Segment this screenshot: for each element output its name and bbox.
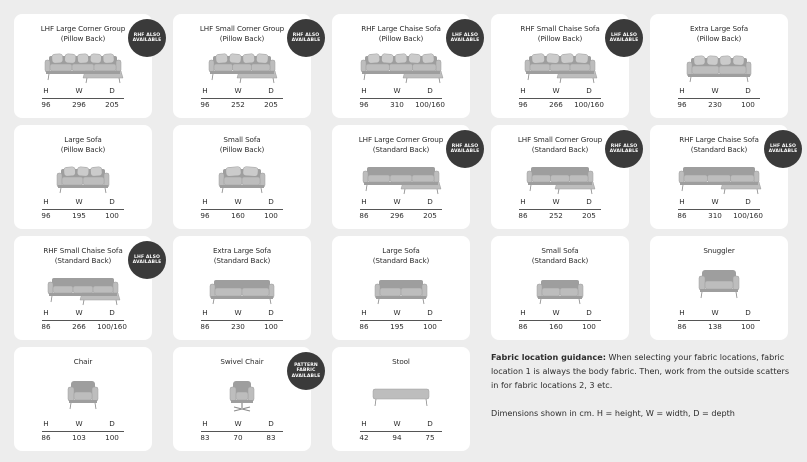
dimension-divider — [201, 98, 283, 99]
dimension-value: 42 — [359, 433, 369, 442]
dimension-divider — [42, 320, 124, 321]
dimension-value: 96 — [677, 100, 687, 109]
dimension-label: D — [745, 86, 751, 95]
dimensions — [173, 308, 311, 334]
furniture-illustration — [650, 268, 788, 300]
dimensions — [491, 86, 629, 112]
dimensions — [650, 86, 788, 112]
product-card-c14 — [491, 236, 629, 340]
product-back-style: (Pillow Back) — [378, 34, 424, 43]
dimension-label: D — [745, 197, 751, 206]
badge-text: RHF ALSO — [610, 143, 638, 149]
badge-text: AVAILABLE — [132, 260, 162, 265]
dimension-value: 83 — [200, 433, 210, 442]
product-name: Small Sofa — [223, 135, 261, 144]
dimension-divider — [519, 98, 601, 99]
product-card-c6 — [14, 125, 152, 229]
product-back-style: (Pillow Back) — [60, 145, 106, 154]
dimension-value: 96 — [200, 100, 210, 109]
dimension-divider — [678, 98, 760, 99]
dimension-value: 230 — [231, 322, 245, 331]
availability-badge — [128, 19, 166, 57]
furniture-illustration — [14, 163, 152, 195]
dimension-value: 138 — [708, 322, 722, 331]
availability-badge — [287, 352, 325, 390]
dimension-label: H — [202, 419, 208, 428]
product-name: LHF Small Corner Group — [199, 24, 285, 33]
dimension-label: W — [552, 197, 560, 206]
dimensions — [332, 197, 470, 223]
product-back-style: (Pillow Back) — [60, 34, 106, 43]
dimension-value: 86 — [359, 322, 369, 331]
dimension-label: H — [43, 308, 49, 317]
badge-text: LHF ALSO — [769, 143, 796, 149]
dimension-value: 100/160 — [415, 100, 445, 109]
product-title — [334, 357, 468, 367]
dimension-divider — [201, 320, 283, 321]
furniture-illustration — [650, 163, 788, 195]
dimension-label: H — [43, 197, 49, 206]
dimension-label: H — [361, 197, 367, 206]
product-back-style: (Standard Back) — [54, 256, 112, 265]
product-back-style: (Standard Back) — [213, 256, 271, 265]
dimension-label: D — [745, 308, 751, 317]
product-back-style: (Pillow Back) — [696, 34, 742, 43]
product-name: Small Sofa — [541, 246, 579, 255]
dimension-label: W — [711, 86, 719, 95]
dimension-label: D — [109, 86, 115, 95]
dimension-value: 86 — [677, 322, 687, 331]
dimension-value: 70 — [233, 433, 243, 442]
dimensions — [173, 197, 311, 223]
dimension-label: D — [586, 86, 592, 95]
dimension-label: D — [586, 197, 592, 206]
dimensions — [14, 419, 152, 445]
dimension-value: 100 — [582, 322, 596, 331]
badge-text: AVAILABLE — [609, 149, 639, 154]
dimension-divider — [360, 431, 442, 432]
product-name: Stool — [392, 357, 410, 366]
dimensions — [491, 197, 629, 223]
dimension-value: 75 — [425, 433, 435, 442]
dimension-label: D — [109, 308, 115, 317]
badge-text: AVAILABLE — [291, 373, 321, 379]
dimension-divider — [519, 209, 601, 210]
dimension-value: 100 — [105, 433, 119, 442]
dimension-value: 100/160 — [97, 322, 127, 331]
dimension-label: W — [234, 86, 242, 95]
dimension-value: 296 — [390, 211, 404, 220]
product-title — [175, 135, 309, 155]
badge-text: AVAILABLE — [768, 149, 798, 154]
badge-text: AVAILABLE — [450, 38, 480, 43]
product-back-style: (Standard Back) — [531, 145, 589, 154]
dimension-label: H — [679, 86, 685, 95]
dimension-value: 205 — [423, 211, 437, 220]
dimension-label: W — [234, 419, 242, 428]
availability-badge — [128, 241, 166, 279]
availability-badge — [446, 130, 484, 168]
dimensions — [14, 197, 152, 223]
dimension-label: W — [552, 308, 560, 317]
product-card-c15 — [650, 236, 788, 340]
dimensions — [14, 86, 152, 112]
dimension-value: 96 — [41, 211, 51, 220]
dimension-value: 266 — [72, 322, 86, 331]
product-back-style: (Standard Back) — [690, 145, 748, 154]
dimension-value: 310 — [390, 100, 404, 109]
dimension-value: 86 — [41, 433, 51, 442]
dimensions — [332, 308, 470, 334]
product-back-style: (Pillow Back) — [219, 34, 265, 43]
badge-text: PATTERN — [294, 362, 318, 368]
dimension-value: 205 — [105, 100, 119, 109]
dimension-value: 100/160 — [574, 100, 604, 109]
product-title — [16, 135, 150, 155]
dimension-label: W — [393, 86, 401, 95]
product-card-c13 — [332, 236, 470, 340]
dimension-divider — [360, 209, 442, 210]
dimension-label: W — [75, 86, 83, 95]
product-name: RHF Large Chaise Sofa — [679, 135, 759, 144]
product-name: RHF Large Chaise Sofa — [361, 24, 441, 33]
dimension-value: 100 — [264, 211, 278, 220]
product-name: Swivel Chair — [220, 357, 264, 366]
dimension-value: 195 — [72, 211, 86, 220]
furniture-illustration — [491, 52, 629, 84]
product-card-c5 — [650, 14, 788, 118]
dimension-label: W — [234, 197, 242, 206]
dimension-divider — [519, 320, 601, 321]
product-name: Large Sofa — [64, 135, 102, 144]
dimension-label: H — [520, 86, 526, 95]
fabric-guidance — [491, 350, 791, 392]
product-card-c12 — [173, 236, 311, 340]
dimension-value: 96 — [200, 211, 210, 220]
dimension-label: W — [393, 197, 401, 206]
dimensions — [332, 419, 470, 445]
product-name: LHF Large Corner Group — [358, 135, 444, 144]
dimension-label: W — [552, 86, 560, 95]
furniture-illustration — [332, 52, 470, 84]
badge-text: AVAILABLE — [291, 38, 321, 43]
guidance-body: When selecting your fabric locations, fabric location 1 is always the body fabric. Then, work from the outside scatters in for fabric locations 2, 3 etc. — [491, 352, 790, 390]
furniture-illustration — [650, 52, 788, 84]
dimensions-note: Dimensions shown in cm. H = height, W = width, D = depth — [491, 408, 735, 418]
product-name: Large Sofa — [382, 246, 420, 255]
product-back-style: (Standard Back) — [372, 256, 430, 265]
dimension-divider — [42, 431, 124, 432]
dimension-label: H — [679, 308, 685, 317]
product-back-style: (Pillow Back) — [537, 34, 583, 43]
dimensions — [173, 419, 311, 445]
dimension-label: H — [202, 86, 208, 95]
dimension-label: H — [520, 197, 526, 206]
dimension-divider — [360, 98, 442, 99]
furniture-illustration — [332, 379, 470, 411]
dimension-label: D — [427, 197, 433, 206]
availability-badge — [764, 130, 802, 168]
product-name: Snuggler — [703, 246, 735, 255]
product-name: LHF Large Corner Group — [40, 24, 126, 33]
dimension-value: 96 — [518, 100, 528, 109]
furniture-illustration — [14, 52, 152, 84]
product-back-style: (Pillow Back) — [219, 145, 265, 154]
dimension-value: 160 — [231, 211, 245, 220]
dimension-value: 252 — [549, 211, 563, 220]
dimension-label: H — [679, 197, 685, 206]
dimension-value: 310 — [708, 211, 722, 220]
dimension-value: 86 — [359, 211, 369, 220]
badge-text: RHF ALSO — [133, 32, 161, 38]
product-title — [175, 246, 309, 266]
availability-badge — [287, 19, 325, 57]
dimension-value: 96 — [41, 100, 51, 109]
dimension-label: W — [234, 308, 242, 317]
dimension-divider — [678, 209, 760, 210]
product-title — [334, 246, 468, 266]
dimension-label: H — [43, 419, 49, 428]
dimension-value: 230 — [708, 100, 722, 109]
product-name: LHF Small Corner Group — [517, 135, 603, 144]
badge-text: RHF ALSO — [292, 32, 320, 38]
badge-text: RHF ALSO — [451, 143, 479, 149]
dimension-label: W — [75, 197, 83, 206]
product-title — [493, 246, 627, 266]
furniture-illustration — [332, 274, 470, 306]
availability-badge — [446, 19, 484, 57]
furniture-illustration — [173, 274, 311, 306]
dimension-label: D — [268, 197, 274, 206]
dimension-label: D — [427, 308, 433, 317]
dimension-label: W — [711, 308, 719, 317]
dimension-label: H — [361, 419, 367, 428]
dimension-value: 252 — [231, 100, 245, 109]
dimension-value: 205 — [264, 100, 278, 109]
furniture-illustration — [491, 274, 629, 306]
dimension-label: H — [43, 86, 49, 95]
dimension-label: W — [75, 419, 83, 428]
product-card-c7 — [173, 125, 311, 229]
badge-text: LHF ALSO — [133, 254, 160, 260]
dimension-divider — [42, 98, 124, 99]
dimension-label: W — [75, 308, 83, 317]
dimension-value: 86 — [518, 322, 528, 331]
dimension-divider — [201, 209, 283, 210]
dimension-value: 205 — [582, 211, 596, 220]
product-back-style: (Standard Back) — [531, 256, 589, 265]
product-name: Extra Large Sofa — [689, 24, 749, 33]
dimension-label: W — [393, 308, 401, 317]
product-title — [652, 24, 786, 44]
dimension-label: H — [202, 308, 208, 317]
product-card-c18 — [332, 347, 470, 451]
dimension-divider — [201, 431, 283, 432]
dimension-divider — [360, 320, 442, 321]
dimension-label: H — [361, 308, 367, 317]
dimension-label: D — [268, 308, 274, 317]
dimension-value: 83 — [266, 433, 276, 442]
dimension-label: H — [202, 197, 208, 206]
dimensions — [650, 197, 788, 223]
dimension-label: H — [520, 308, 526, 317]
furniture-illustration — [173, 163, 311, 195]
badge-text: AVAILABLE — [450, 149, 480, 154]
dimension-divider — [678, 320, 760, 321]
furniture-illustration — [14, 274, 152, 306]
dimensions — [14, 308, 152, 334]
product-name: RHF Small Chaise Sofa — [43, 246, 123, 255]
dimension-label: D — [268, 419, 274, 428]
dimension-label: D — [427, 86, 433, 95]
dimension-value: 296 — [72, 100, 86, 109]
guidance-heading: Fabric location guidance: — [491, 352, 606, 362]
badge-text: FABRIC — [296, 368, 316, 374]
dimension-value: 160 — [549, 322, 563, 331]
badge-text: LHF ALSO — [610, 32, 637, 38]
product-back-style: (Standard Back) — [372, 145, 430, 154]
availability-badge — [605, 130, 643, 168]
furniture-illustration — [173, 52, 311, 84]
furniture-illustration — [14, 379, 152, 411]
badge-text: LHF ALSO — [451, 32, 478, 38]
dimension-label: W — [393, 419, 401, 428]
dimension-value: 103 — [72, 433, 86, 442]
badge-text: AVAILABLE — [132, 38, 162, 43]
dimension-value: 195 — [390, 322, 404, 331]
dimensions — [332, 86, 470, 112]
product-name: Extra Large Sofa — [212, 246, 272, 255]
dimension-value: 100 — [741, 100, 755, 109]
dimension-value: 86 — [677, 211, 687, 220]
dimension-label: D — [586, 308, 592, 317]
dimension-divider — [42, 209, 124, 210]
product-title — [652, 246, 786, 256]
dimension-label: D — [109, 419, 115, 428]
dimension-label: D — [268, 86, 274, 95]
dimension-label: D — [427, 419, 433, 428]
dimensions — [491, 308, 629, 334]
product-card-c16 — [14, 347, 152, 451]
furniture-illustration — [491, 163, 629, 195]
dimension-value: 100 — [423, 322, 437, 331]
dimension-label: H — [361, 86, 367, 95]
dimension-label: D — [109, 197, 115, 206]
product-name: Chair — [73, 357, 93, 366]
product-name: RHF Small Chaise Sofa — [520, 24, 600, 33]
dimension-value: 96 — [359, 100, 369, 109]
dimension-value: 86 — [200, 322, 210, 331]
dimension-value: 94 — [392, 433, 402, 442]
dimension-value: 100 — [264, 322, 278, 331]
dimension-value: 100 — [105, 211, 119, 220]
furniture-illustration — [173, 379, 311, 411]
dimension-value: 100/160 — [733, 211, 763, 220]
product-title — [16, 357, 150, 367]
dimension-label: W — [711, 197, 719, 206]
dimensions — [173, 86, 311, 112]
dimensions — [650, 308, 788, 334]
badge-text: AVAILABLE — [609, 38, 639, 43]
furniture-illustration — [332, 163, 470, 195]
availability-badge — [605, 19, 643, 57]
dimension-value: 100 — [741, 322, 755, 331]
dimension-value: 86 — [518, 211, 528, 220]
dimension-value: 266 — [549, 100, 563, 109]
dimension-value: 86 — [41, 322, 51, 331]
